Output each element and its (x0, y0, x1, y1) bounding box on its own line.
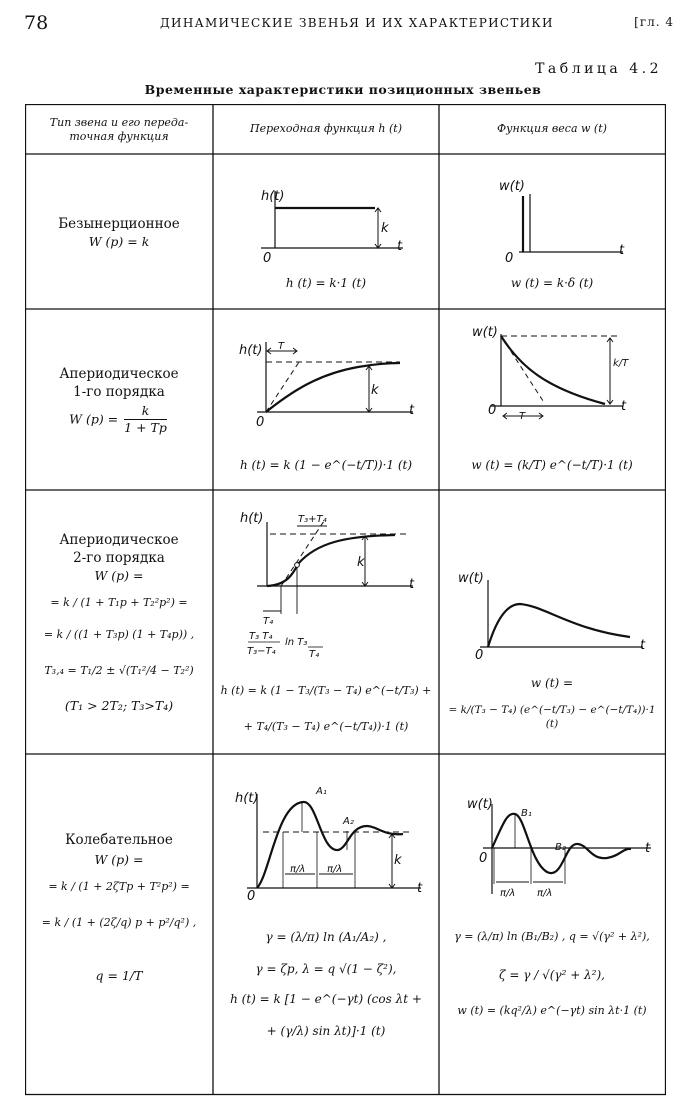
w-formula-oscillatory-line-3: w (t) = (kq²/λ) e^(−γt) sin λt·1 (t) (457, 1004, 647, 1017)
axis-label-pi-over-lambda: π/λ (290, 864, 306, 875)
axis-label-zero: 0 (488, 403, 497, 418)
axis-label-h: h(t) (261, 189, 285, 204)
tf-oscillatory-line-3: = k / (1 + (2ζ/q) p + p²/q²) , (41, 916, 197, 929)
table-label: Таблица 4.2 (535, 61, 662, 77)
note-ln-T3: ln T₃ (285, 637, 308, 648)
tf-aperiodic-2-line-5: (T₁ > 2T₂; T₃>T₄) (64, 698, 174, 713)
plot-h-aperiodic-2 (257, 518, 413, 614)
h-formula-oscillatory-line-3: h (t) = k [1 − e^(−γt) (cos λt + (230, 992, 422, 1006)
axis-label-A2: A₂ (343, 816, 354, 827)
axis-label-k: k (357, 555, 365, 570)
tf-aperiodic-1 (31, 403, 207, 437)
axis-label-t: t (640, 638, 646, 653)
table-title: Временные характеристики позиционных звеньев (144, 82, 542, 97)
tf-aperiodic-1-fraction (124, 403, 167, 437)
note-T3T4: T₃ T₄ (249, 631, 273, 642)
axis-label-zero: 0 (475, 648, 484, 663)
tf-aperiodic-2-line-1: W (p) = (94, 568, 144, 583)
h-formula-static: h (t) = k·1 (t) (285, 276, 367, 290)
w-formula-static: w (t) = k·δ (t) (510, 276, 594, 290)
running-title: ДИНАМИЧЕСКИЕ ЗВЕНЬЯ И ИХ ХАРАКТЕРИСТИКИ (160, 16, 554, 30)
axis-label-T: T (519, 411, 526, 422)
h-formula-aperiodic-2-line-2: + T₄/(T₃ − T₄) e^(−t/T₄))·1 (t) (243, 720, 409, 733)
w-formula-oscillatory-line-2: ζ = γ / √(γ² + λ²), (499, 968, 605, 982)
plot-w-static (519, 194, 623, 252)
axis-label-zero: 0 (479, 851, 488, 866)
w-formula-aperiodic-1: w (t) = (k/T) e^(−t/T)·1 (t) (471, 458, 633, 472)
note-T3-minus-T4: T₃−T₄ (247, 646, 276, 657)
plot-h-aperiodic-1 (257, 342, 413, 412)
h-formula-aperiodic-1: h (t) = k (1 − e^(−t/T))·1 (t) (239, 458, 413, 472)
axis-label-T4: T₄ (263, 616, 274, 627)
table (25, 104, 666, 1097)
axis-label-pi-over-lambda: π/λ (327, 864, 343, 875)
axis-label-t: t (417, 881, 423, 896)
tf-oscillatory-line-4: q = 1/T (95, 968, 143, 983)
axis-label-B1: B₁ (521, 808, 532, 819)
h-formula-oscillatory-line-1: γ = (λ/π) ln (A₁/A₂) , (265, 930, 387, 944)
axis-label-t: t (619, 243, 625, 258)
tf-aperiodic-1-left: W (p) = (69, 411, 119, 427)
link-name-aperiodic-1: Апериодическое 1-го порядка (59, 366, 179, 400)
note-T4: T₄ (309, 649, 320, 660)
axis-label-k: k (381, 221, 389, 236)
w-formula-aperiodic-2-line-2: = k/(T₃ − T₄) (e^(−t/T₃) − e^(−t/T₄))·1 (t) (448, 704, 656, 730)
axis-label-t: t (409, 577, 415, 592)
column-header-step-response: Переходная функция h (t) (250, 122, 402, 135)
axis-label-k-over-T: k/T (613, 358, 629, 369)
axis-label-w: w(t) (472, 325, 498, 340)
h-formula-aperiodic-2-line-1: h (t) = k (1 − T₃/(T₃ − T₄) e^(−t/T₃) + (220, 684, 432, 697)
axis-label-T3-plus-T4: T₃+T₄ (298, 514, 327, 525)
page-header (0, 12, 686, 34)
column-header-type: Тип звена и его переда- точная функция (49, 116, 189, 144)
w-formula-aperiodic-2-line-1: w (t) = (530, 676, 574, 690)
h-formula-oscillatory-line-4: + (γ/λ) sin λt)]·1 (t) (266, 1024, 386, 1038)
plot-w-aperiodic-2 (480, 580, 643, 647)
tf-aperiodic-1-num: k (141, 403, 150, 418)
axis-label-zero: 0 (247, 889, 256, 904)
h-formula-oscillatory-line-2: γ = ζp, λ = q √(1 − ζ²), (255, 962, 397, 976)
axis-label-h: h(t) (239, 343, 263, 358)
axis-label-t: t (397, 239, 403, 254)
tf-oscillatory-line-1: W (p) = (94, 852, 144, 867)
column-header-weight-function: Функция веса w (t) (497, 122, 607, 135)
axis-label-zero: 0 (256, 415, 265, 430)
tf-aperiodic-2-line-4: T₃,₄ = T₁/2 ± √(T₁²/4 − T₂²) (44, 664, 194, 677)
link-name-aperiodic-2: Апериодическое 2-го порядка (59, 532, 179, 566)
axis-label-zero: 0 (505, 251, 514, 266)
axis-label-h: h(t) (235, 791, 259, 806)
axis-label-zero: 0 (263, 251, 272, 266)
chapter-marker: [гл. 4 (634, 15, 674, 29)
plot-w-oscillatory (483, 804, 651, 894)
axis-label-B2: B₂ (555, 842, 566, 853)
w-formula-oscillatory-line-1: γ = (λ/π) ln (B₁/B₂) , q = √(γ² + λ²), (454, 930, 650, 943)
axis-label-t: t (409, 403, 415, 418)
axis-label-k: k (394, 853, 402, 868)
axis-label-w: w(t) (467, 797, 493, 812)
axis-label-pi-over-lambda: π/λ (500, 888, 516, 899)
tf-aperiodic-1-den: 1 + Tp (124, 420, 167, 436)
page-number: 78 (24, 12, 49, 34)
axis-label-h: h(t) (240, 511, 264, 526)
tf-static: W (p) = k (88, 234, 150, 249)
tf-aperiodic-2-line-2: = k / (1 + T₁p + T₂²p²) = (50, 596, 188, 609)
tf-aperiodic-2-line-3: = k / ((1 + T₃p) (1 + T₄p)) , (43, 628, 195, 641)
link-name-oscillatory: Колебательное (65, 832, 173, 848)
link-name-static: Безынерционное (58, 216, 180, 232)
axis-label-T: T (278, 341, 285, 352)
plot-w-aperiodic-1 (491, 334, 623, 419)
tf-oscillatory-line-2: = k / (1 + 2ζTp + T²p²) = (48, 880, 190, 893)
axis-label-t: t (621, 399, 627, 414)
axis-label-A1: A₁ (316, 786, 327, 797)
axis-label-pi-over-lambda: π/λ (537, 888, 553, 899)
axis-label-t: t (645, 841, 651, 856)
axis-label-w: w(t) (458, 571, 484, 586)
axis-label-k: k (371, 383, 379, 398)
axis-label-w: w(t) (499, 179, 525, 194)
